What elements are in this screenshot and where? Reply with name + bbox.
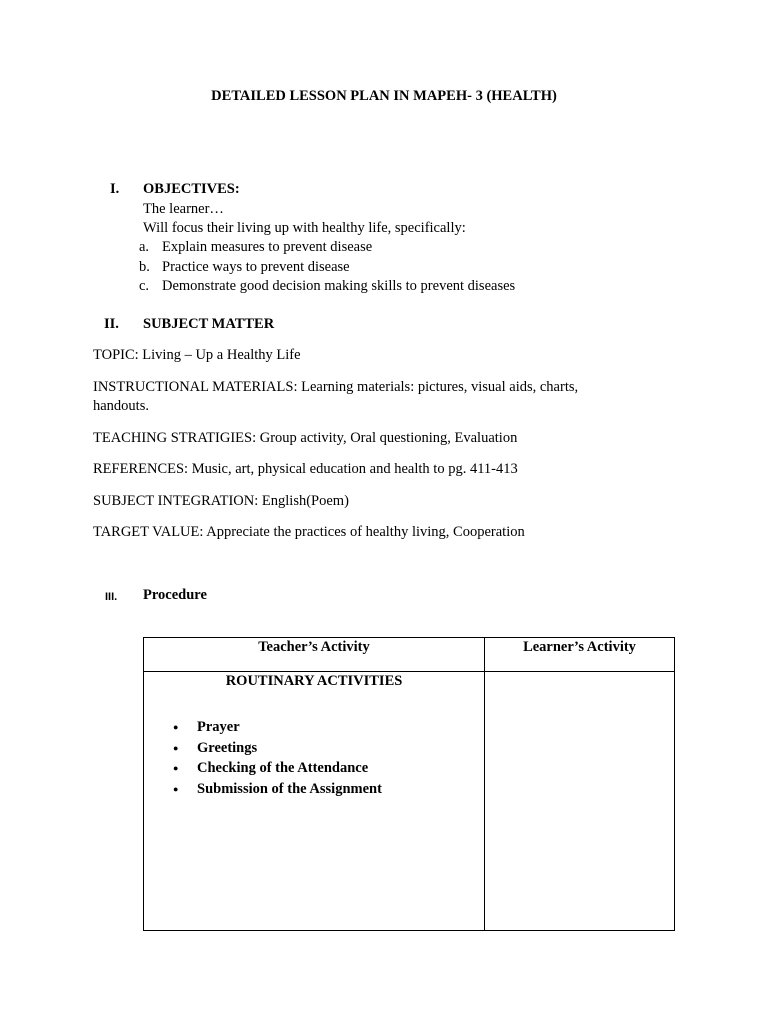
integration-line: SUBJECT INTEGRATION: English(Poem) [93, 493, 349, 509]
list-item: ● Prayer [173, 717, 382, 738]
routine-list [173, 717, 382, 800]
teacher-activity-cell [144, 672, 485, 931]
learner-activity-cell [485, 672, 675, 931]
references-line: REFERENCES: Music, art, physical education and health to pg. 411-413 [93, 461, 518, 477]
objective-marker-c: c. [139, 278, 150, 294]
target-value-line: TARGET VALUE: Appreciate the practices of healthy living, Cooperation [93, 524, 525, 540]
materials-line-1: INSTRUCTIONAL MATERIALS: Learning materials: pictures, visual aids, charts, [93, 379, 579, 395]
subject-matter-numeral: II. [104, 316, 119, 332]
procedure-numeral: III. [105, 591, 118, 603]
document-title: DETAILED LESSON PLAN IN MAPEH- 3 (HEALTH) [211, 88, 557, 104]
objective-item-c: Demonstrate good decision making skills to prevent diseases [162, 278, 516, 294]
list-item: ● Greetings [173, 738, 382, 759]
materials-line-2: handouts. [93, 398, 149, 414]
procedure-table-row [144, 672, 675, 931]
subject-matter-heading: SUBJECT MATTER [143, 316, 275, 332]
procedure-table-header-row [144, 638, 675, 672]
objective-marker-b: b. [139, 259, 150, 275]
list-item: ● Checking of the Attendance [173, 758, 382, 779]
topic-line: TOPIC: Living – Up a Healthy Life [93, 347, 301, 363]
objectives-heading: OBJECTIVES: [143, 181, 240, 197]
procedure-table [143, 637, 675, 931]
objectives-numeral: I. [110, 181, 120, 197]
objectives-line-1: The learner… [143, 201, 224, 217]
routinary-activities-title: ROUTINARY ACTIVITIES [225, 673, 403, 689]
objective-item-b: Practice ways to prevent disease [162, 259, 350, 275]
learner-activity-header: Learner’s Activity [485, 638, 675, 672]
strategies-line: TEACHING STRATIGIES: Group activity, Oral questioning, Evaluation [93, 430, 518, 446]
list-item: ● Submission of the Assignment [173, 779, 382, 800]
procedure-heading: Procedure [143, 587, 207, 603]
objective-marker-a: a. [139, 239, 150, 255]
teacher-activity-header: Teacher’s Activity [144, 638, 485, 672]
objectives-line-2: Will focus their living up with healthy life, specifically: [143, 220, 466, 236]
objective-item-a: Explain measures to prevent disease [162, 239, 373, 255]
